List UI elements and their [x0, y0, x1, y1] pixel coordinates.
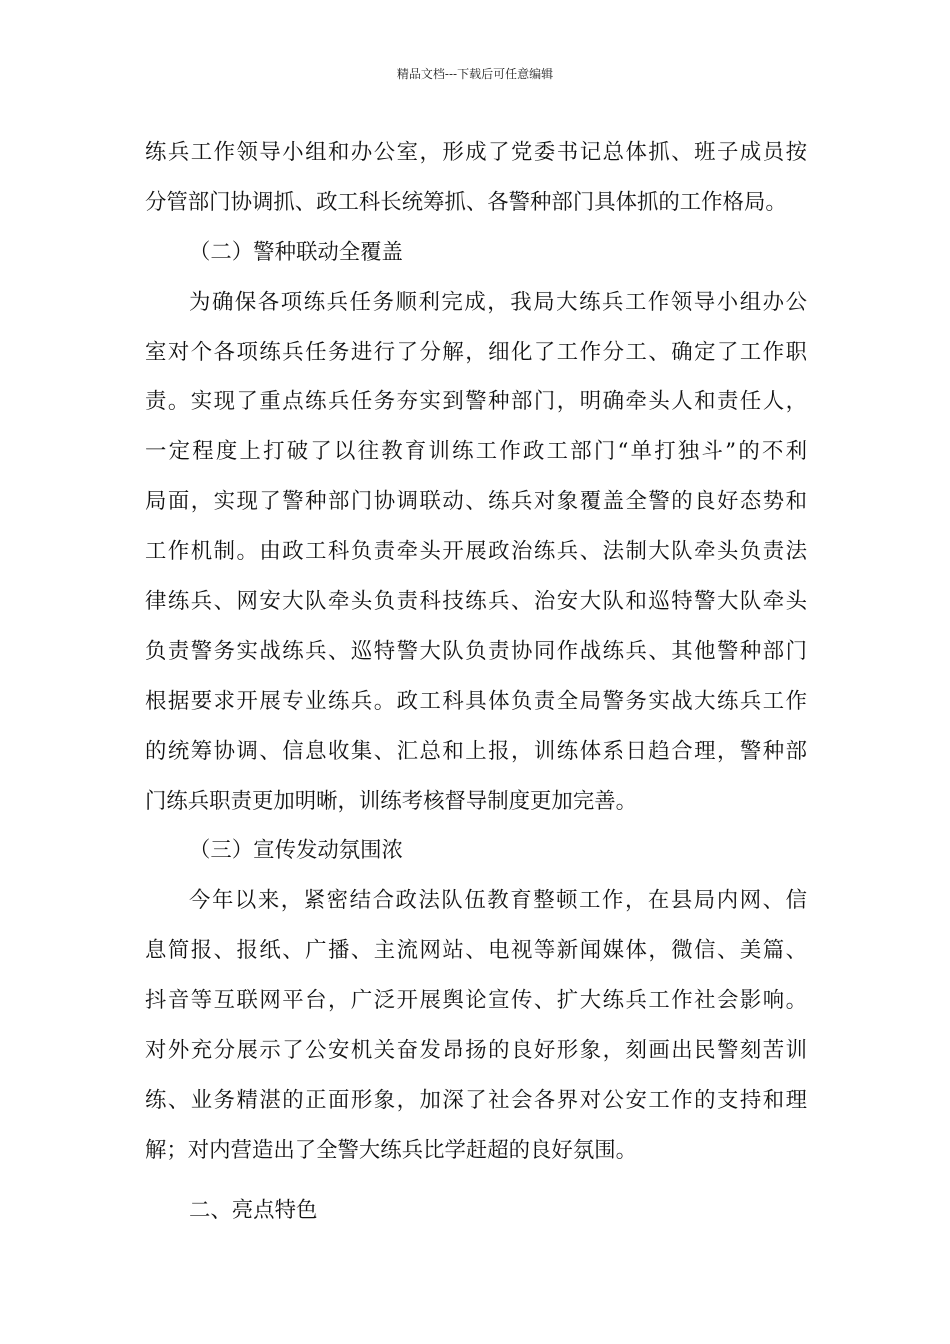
paragraph-line: 为确保各项练兵任务顺利完成，我局大练兵工作领导小组办公 [189, 289, 807, 315]
paragraph-gap [145, 1176, 807, 1186]
paragraph-line: 今年以来，紧密结合政法队伍教育整顿工作，在县局内网、信 [189, 888, 807, 914]
paragraph-line: 练、业务精湛的正面形象，加深了社会各界对公安工作的支持和理 [145, 1087, 807, 1113]
section-heading: （二）警种联动全覆盖 [189, 239, 403, 265]
paragraph-line: 门练兵职责更加明晰，训练考核督导制度更加完善。 [145, 788, 637, 814]
section-heading: 二、亮点特色 [189, 1197, 318, 1223]
paragraph-line: 分管部门协调抓、政工科长统筹抓、各警种部门具体抓的工作格局。 [145, 189, 787, 215]
section-heading: （三）宣传发动氛围浓 [189, 838, 403, 864]
paragraph-line: 负责警务实战练兵、巡特警大队负责协同作战练兵、其他警种部门 [145, 638, 807, 664]
paragraph-line: 息简报、报纸、广播、主流网站、电视等新闻媒体，微信、美篇、 [145, 938, 807, 964]
paragraph-line: 练兵工作领导小组和办公室，形成了党委书记总体抓、班子成员按 [145, 140, 807, 165]
paragraph-line: 责。实现了重点练兵任务夯实到警种部门，明确牵头人和责任人， [145, 389, 807, 415]
paragraph-line: 对外充分展示了公安机关奋发昂扬的良好形象，刻画出民警刻苦训 [145, 1038, 807, 1064]
paragraph-line: 一定程度上打破了以往教育训练工作政工部门“单打独斗”的不利 [145, 439, 807, 465]
paragraph-line: 解；对内营造出了全警大练兵比学赶超的良好氛围。 [145, 1137, 637, 1163]
paragraph-line: 根据要求开展专业练兵。政工科具体负责全局警务实战大练兵工作 [145, 688, 807, 714]
paragraph-line: 室对个各项练兵任务进行了分解，细化了工作分工、确定了工作职 [145, 339, 807, 365]
paragraph-line: 局面，实现了警种部门协调联动、练兵对象覆盖全警的良好态势和 [145, 489, 807, 515]
document-body [145, 128, 807, 1236]
paragraph-line: 工作机制。由政工科负责牵头开展政治练兵、法制大队牵头负责法 [145, 539, 807, 565]
paragraph-line: 律练兵、网安大队牵头负责科技练兵、治安大队和巡特警大队牵头 [145, 589, 807, 615]
page-header: 精品文档---下载后可任意编辑 [396, 67, 554, 81]
paragraph-line: 的统筹协调、信息收集、汇总和上报，训练体系日趋合理，警种部 [145, 738, 807, 764]
paragraph-line: 抖音等互联网平台，广泛开展舆论宣传、扩大练兵工作社会影响。 [145, 988, 807, 1014]
